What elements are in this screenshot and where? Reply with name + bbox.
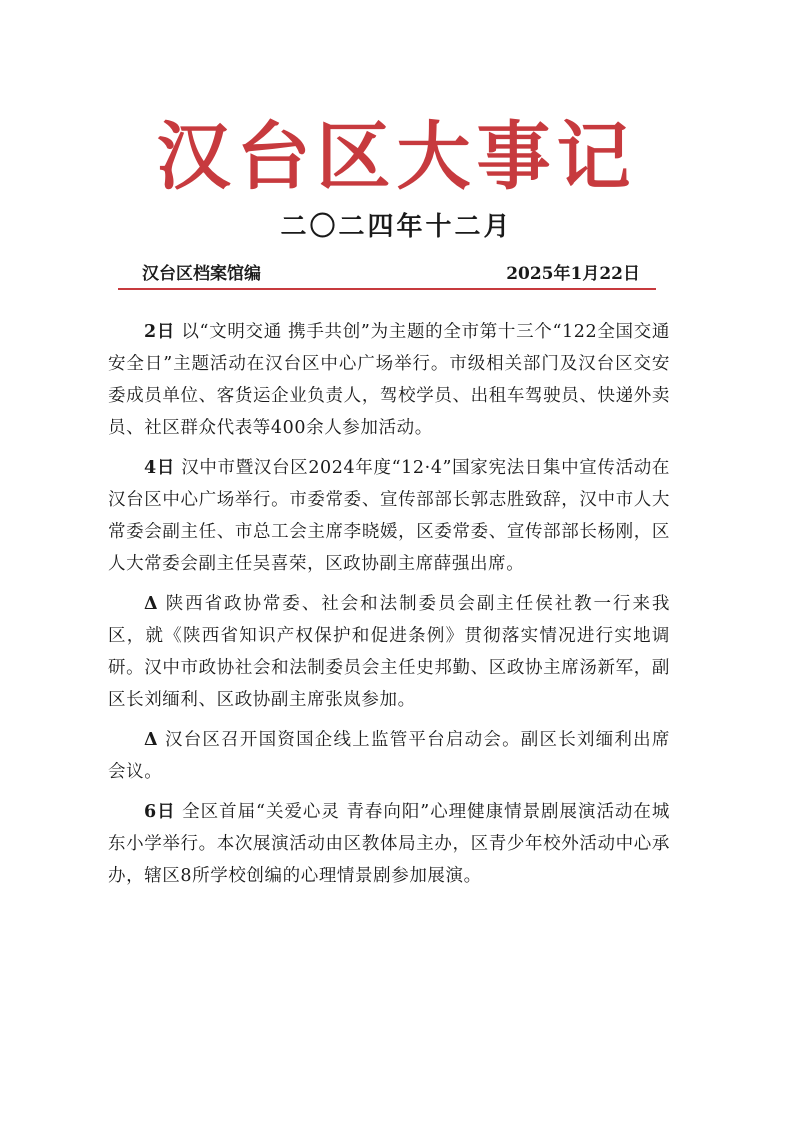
entry xyxy=(108,316,670,444)
entry-lead: 6日 xyxy=(144,802,176,822)
issue-period: 二〇二四年十二月 xyxy=(280,212,513,242)
entry-text: 以“文明交通 携手共创”为主题的全市第十三个“122全国交通安全日”主题活动在汉台区中心广场举行。市级相关部门及汉台区交安委成员单位、客货运企业负责人，驾校学员、出租车驾驶员、快递外卖员、社区群众代表等400余人参加活动。 xyxy=(108,322,670,438)
entries-body xyxy=(108,316,670,900)
entry-text: 汉台区召开国资国企线上监管平台启动会。副区长刘缅利出席会议。 xyxy=(108,730,670,782)
publisher-label: 汉台区档案馆编 xyxy=(142,264,261,284)
entry xyxy=(108,796,670,892)
publish-date: 2025年1月22日 xyxy=(506,264,640,284)
masthead-title: 汉台区大事记 xyxy=(156,114,637,200)
entry xyxy=(108,452,670,580)
entry-text: 陕西省政协常委、社会和法制委员会副主任侯社教一行来我区，就《陕西省知识产权保护和促进条例》贯彻落实情况进行实地调研。汉中市政协社会和法制委员会主任史邦勤、区政协主席汤新军，副区长刘缅利、区政协副主席张岚参加。 xyxy=(108,594,670,710)
entry-lead: Δ xyxy=(144,594,159,614)
entry-lead: 2日 xyxy=(144,322,176,342)
entry xyxy=(108,724,670,788)
entry-text: 全区首届“关爱心灵 青春向阳”心理健康情景剧展演活动在城东小学举行。本次展演活动由区教体局主办，区青少年校外活动中心承办，辖区8所学校创编的心理情景剧参加展演。 xyxy=(108,802,670,886)
entry-lead: 4日 xyxy=(144,458,175,478)
entry xyxy=(108,588,670,716)
entry-text: 汉中市暨汉台区2024年度“12·4”国家宪法日集中宣传活动在汉台区中心广场举行。市委常委、宣传部部长郭志胜致辞，汉中市人大常委会副主任、市总工会主席李晓媛，区委常委、宣传部部长杨刚，区人大常委会副主任吴喜荣，区政协副主席薛强出席。 xyxy=(108,458,670,574)
header-divider xyxy=(118,288,656,290)
entry-lead: Δ xyxy=(144,730,159,750)
